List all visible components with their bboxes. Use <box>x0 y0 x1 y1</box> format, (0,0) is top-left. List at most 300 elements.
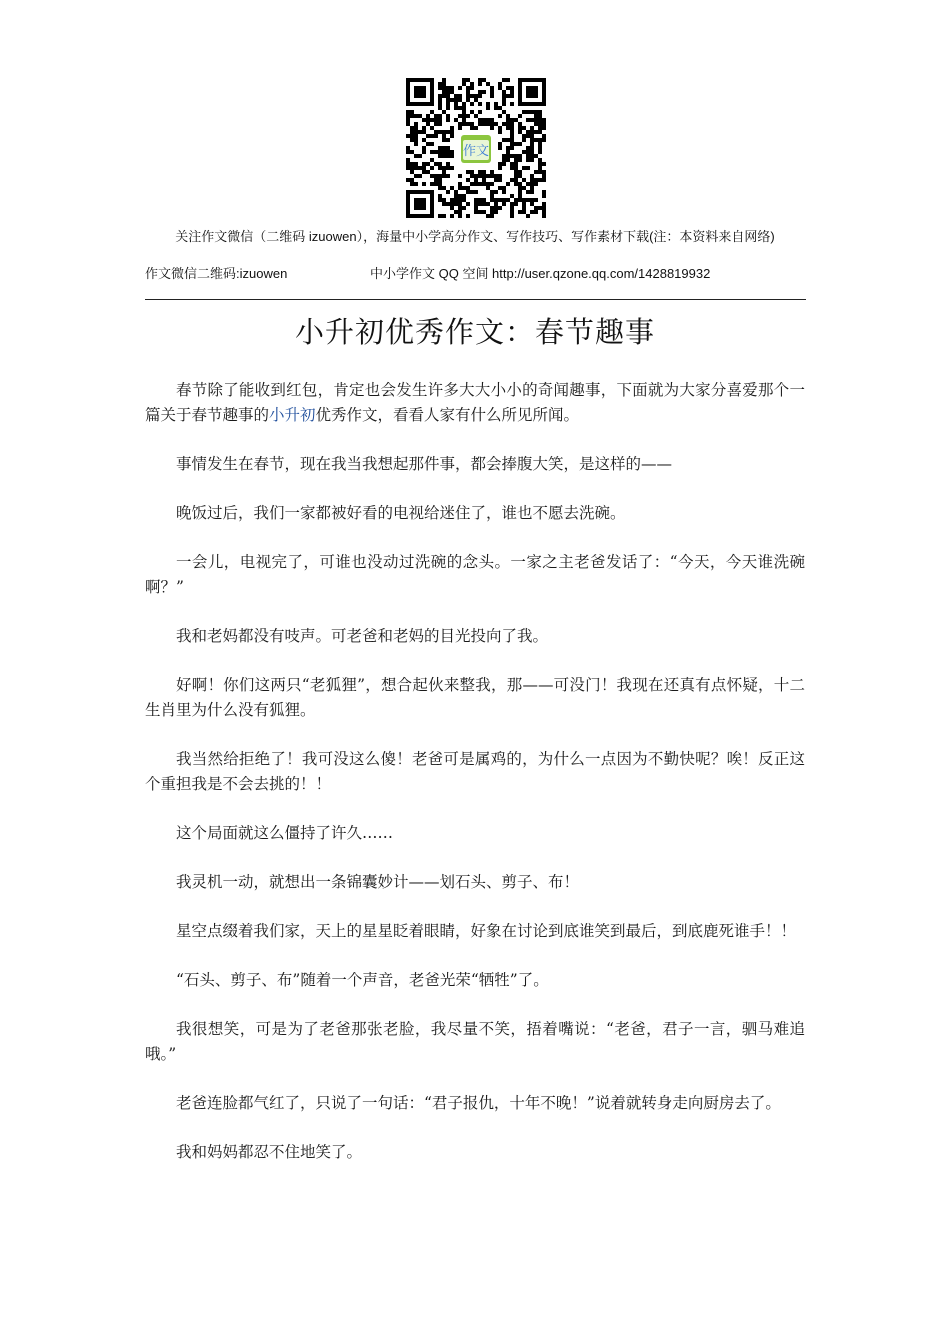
qr-module <box>446 90 450 94</box>
qr-module <box>454 190 458 194</box>
qr-module <box>450 186 454 190</box>
qr-module <box>538 138 542 142</box>
qr-module <box>530 146 534 150</box>
qr-module <box>430 158 434 162</box>
qr-module <box>490 210 494 214</box>
qr-module <box>502 162 506 166</box>
qr-module <box>426 118 430 122</box>
qr-module <box>474 190 478 194</box>
qr-module <box>442 134 446 138</box>
qr-module <box>490 94 494 98</box>
qr-module <box>482 198 486 202</box>
qr-module <box>442 150 446 154</box>
qr-module <box>506 126 510 130</box>
qr-module <box>522 186 526 190</box>
qr-module <box>466 78 470 82</box>
qr-module <box>466 94 470 98</box>
qr-module <box>502 98 506 102</box>
qr-module <box>510 202 514 206</box>
qr-module <box>538 162 542 166</box>
qr-module <box>478 174 482 178</box>
qr-module <box>438 186 442 190</box>
qr-module <box>430 134 434 138</box>
qr-module <box>538 142 542 146</box>
qr-module <box>482 90 486 94</box>
qr-module <box>438 106 442 110</box>
qr-module <box>458 86 462 90</box>
qr-module <box>446 130 450 134</box>
qr-module <box>414 174 418 178</box>
qr-module <box>438 146 442 150</box>
qr-module <box>510 194 514 198</box>
essay-paragraph: 一会儿，电视完了，可谁也没动过洗碗的念头。一家之主老爸发话了：“今天，今天谁洗碗啊？” <box>145 553 805 596</box>
qr-module <box>518 190 522 194</box>
qr-module <box>510 214 514 218</box>
qr-module <box>506 78 510 82</box>
qr-module <box>450 98 454 102</box>
qr-module <box>482 182 486 186</box>
qr-module <box>526 190 530 194</box>
qr-module <box>434 134 438 138</box>
qr-module <box>538 150 542 154</box>
qr-module <box>454 202 458 206</box>
qr-module <box>538 170 542 174</box>
xiaoshengchu-link[interactable]: 小升初 <box>269 406 316 424</box>
qr-module <box>542 126 546 130</box>
qr-module <box>474 210 478 214</box>
qr-module <box>446 166 450 170</box>
qr-module <box>446 202 450 206</box>
qr-module <box>542 174 546 178</box>
qr-module <box>478 90 482 94</box>
qr-module <box>458 106 462 110</box>
qr-finder-top-right <box>518 78 546 106</box>
qr-module <box>530 118 534 122</box>
qr-module <box>422 170 426 174</box>
qr-module <box>530 178 534 182</box>
header-divider <box>145 299 806 300</box>
qr-module <box>518 158 522 162</box>
qr-module <box>502 122 506 126</box>
qr-module <box>510 122 514 126</box>
qr-module <box>498 174 502 178</box>
qr-module <box>498 178 502 182</box>
qr-module <box>438 102 442 106</box>
qr-module <box>450 198 454 202</box>
qr-module <box>442 82 446 86</box>
header-contact-row <box>145 265 805 283</box>
qr-module <box>538 110 542 114</box>
qr-module <box>462 102 466 106</box>
qr-module <box>490 118 494 122</box>
qr-module <box>458 198 462 202</box>
qr-module <box>490 182 494 186</box>
qr-module <box>414 134 418 138</box>
qr-module <box>410 130 414 134</box>
qr-module <box>414 126 418 130</box>
qr-module <box>530 150 534 154</box>
qr-module <box>538 122 542 126</box>
qr-module <box>538 158 542 162</box>
qr-module <box>438 122 442 126</box>
qr-module <box>474 94 478 98</box>
qr-module <box>486 118 490 122</box>
qr-module <box>406 134 410 138</box>
qr-module <box>470 182 474 186</box>
qr-module <box>454 106 458 110</box>
qr-module <box>514 174 518 178</box>
qr-module <box>510 90 514 94</box>
qr-module <box>510 118 514 122</box>
essay-title: 小升初优秀作文：春节趣事 <box>294 315 655 349</box>
qr-module <box>446 94 450 98</box>
qr-module <box>494 210 498 214</box>
qr-module <box>518 122 522 126</box>
qr-module <box>530 138 534 142</box>
qr-module <box>514 118 518 122</box>
qr-module <box>494 122 498 126</box>
qr-module <box>426 122 430 126</box>
qr-module <box>458 214 462 218</box>
qr-module <box>434 118 438 122</box>
qr-finder-bottom-left <box>406 190 434 218</box>
qr-module <box>450 214 454 218</box>
qr-module <box>434 122 438 126</box>
qr-module <box>522 126 526 130</box>
qr-module <box>490 190 494 194</box>
qr-module <box>534 122 538 126</box>
qr-module <box>490 194 494 198</box>
qr-module <box>414 130 418 134</box>
qr-module <box>514 182 518 186</box>
essay-paragraph: 星空点缀着我们家，天上的星星眨着眼睛，好象在讨论到底谁笑到最后，到底鹿死谁手！！ <box>176 922 797 940</box>
qr-module <box>506 114 510 118</box>
qr-module <box>502 198 506 202</box>
qr-module <box>426 114 430 118</box>
qr-module <box>442 138 446 142</box>
essay-paragraph: 这个局面就这么僵持了许久…… <box>176 824 394 842</box>
qr-module <box>490 174 494 178</box>
qr-module <box>502 138 506 142</box>
qr-module <box>406 150 410 154</box>
qr-module <box>410 166 414 170</box>
qr-module <box>518 142 522 146</box>
qr-module <box>482 122 486 126</box>
qr-module <box>434 182 438 186</box>
qr-module <box>510 206 514 210</box>
qr-module <box>530 142 534 146</box>
qr-module <box>506 86 510 90</box>
qr-module <box>538 130 542 134</box>
qr-module <box>530 134 534 138</box>
qr-module <box>542 170 546 174</box>
qr-module <box>422 126 426 130</box>
qr-module <box>514 158 518 162</box>
qr-module <box>482 202 486 206</box>
qr-module <box>470 174 474 178</box>
qr-module <box>438 182 442 186</box>
qr-module <box>430 174 434 178</box>
qr-module <box>434 130 438 134</box>
intro-text-before: 春节除了能收到红包，肯定也会发生许多大大小小的奇闻趣事，下面就为大家分喜爱那个一篇关于春节趣事的 <box>145 381 805 424</box>
qr-module <box>438 82 442 86</box>
qr-module <box>414 142 418 146</box>
qr-module <box>542 162 546 166</box>
qr-module <box>482 174 486 178</box>
qr-module <box>418 130 422 134</box>
qr-module <box>542 118 546 122</box>
qr-module <box>446 146 450 150</box>
qr-module <box>498 186 502 190</box>
qr-module <box>474 178 478 182</box>
qr-module <box>510 166 514 170</box>
qr-module <box>494 178 498 182</box>
qr-module <box>406 162 410 166</box>
qr-module <box>518 174 522 178</box>
qr-module <box>438 114 442 118</box>
qr-module <box>410 162 414 166</box>
qr-module <box>502 94 506 98</box>
qr-module <box>518 154 522 158</box>
qr-module <box>506 150 510 154</box>
qr-module <box>434 114 438 118</box>
qr-module <box>522 150 526 154</box>
qr-module <box>474 198 478 202</box>
qr-module <box>446 118 450 122</box>
qr-module <box>530 198 534 202</box>
qr-module <box>502 102 506 106</box>
qr-module <box>454 198 458 202</box>
intro-text-after: 优秀作文，看看人家有什么所见所闻。 <box>315 406 580 424</box>
qr-module <box>518 210 522 214</box>
qr-module <box>502 90 506 94</box>
essay-paragraph: 老爸连脸都气红了，只说了一句话：“君子报仇，十年不晚！”说着就转身走向厨房去了。 <box>176 1094 781 1112</box>
essay-paragraph: 晚饭过后，我们一家都被好看的电视给迷住了，谁也不愿去洗碗。 <box>176 504 626 522</box>
qr-module <box>406 146 410 150</box>
qr-module <box>522 138 526 142</box>
qr-module <box>470 122 474 126</box>
qr-module <box>414 122 418 126</box>
qr-module <box>510 138 514 142</box>
qr-module <box>470 170 474 174</box>
qr-module <box>422 150 426 154</box>
qr-module <box>514 178 518 182</box>
qr-module <box>458 122 462 126</box>
qr-module <box>414 166 418 170</box>
qr-module <box>414 114 418 118</box>
qr-module <box>462 106 466 110</box>
qr-module <box>518 186 522 190</box>
qr-module <box>526 134 530 138</box>
qr-module <box>422 118 426 122</box>
qr-module <box>450 130 454 134</box>
qr-module <box>458 202 462 206</box>
qr-module <box>530 182 534 186</box>
qr-module <box>502 78 506 82</box>
qr-module <box>450 134 454 138</box>
qr-module <box>434 162 438 166</box>
qr-module <box>542 210 546 214</box>
qr-module <box>478 210 482 214</box>
qr-module <box>482 210 486 214</box>
qr-module <box>474 98 478 102</box>
qr-module <box>414 154 418 158</box>
qr-module <box>450 86 454 90</box>
qr-module <box>458 186 462 190</box>
qr-module <box>426 170 430 174</box>
qr-module <box>458 98 462 102</box>
qr-module <box>518 130 522 134</box>
qr-module <box>430 110 434 114</box>
qr-module <box>458 94 462 98</box>
qr-module <box>494 102 498 106</box>
qr-module <box>410 178 414 182</box>
qr-module <box>438 154 442 158</box>
qr-module <box>470 190 474 194</box>
qr-module <box>494 190 498 194</box>
qr-module <box>458 174 462 178</box>
qr-module <box>490 122 494 126</box>
qr-module <box>534 114 538 118</box>
qr-module <box>438 118 442 122</box>
qr-module <box>530 130 534 134</box>
qr-module <box>510 102 514 106</box>
qr-module <box>466 86 470 90</box>
qr-module <box>446 98 450 102</box>
qr-module <box>442 146 446 150</box>
qr-module <box>506 182 510 186</box>
qr-module <box>522 166 526 170</box>
qr-module <box>450 90 454 94</box>
qr-module <box>434 174 438 178</box>
qr-module <box>414 138 418 142</box>
qr-module <box>410 134 414 138</box>
qr-module <box>478 102 482 106</box>
qr-module <box>470 126 474 130</box>
qr-module <box>514 142 518 146</box>
qr-module <box>506 138 510 142</box>
qr-module <box>438 150 442 154</box>
qr-module <box>466 186 470 190</box>
qr-module <box>490 90 494 94</box>
qr-module <box>422 138 426 142</box>
qr-module <box>534 210 538 214</box>
qr-module <box>526 110 530 114</box>
qr-module <box>482 178 486 182</box>
qr-module <box>430 182 434 186</box>
qr-module <box>442 170 446 174</box>
qr-module <box>442 90 446 94</box>
qr-module <box>406 122 410 126</box>
qr-module <box>466 178 470 182</box>
qr-module <box>406 110 410 114</box>
qr-module <box>462 122 466 126</box>
qr-module <box>526 198 530 202</box>
qr-module <box>486 174 490 178</box>
qr-module <box>446 162 450 166</box>
qr-module <box>414 162 418 166</box>
qr-module <box>486 106 490 110</box>
qr-module <box>450 206 454 210</box>
qr-module <box>514 154 518 158</box>
qr-module <box>530 126 534 130</box>
qr-module <box>502 154 506 158</box>
qr-module <box>542 134 546 138</box>
qr-module <box>454 102 458 106</box>
qr-module <box>410 170 414 174</box>
qr-module <box>510 162 514 166</box>
qr-module <box>542 214 546 218</box>
qr-module <box>482 170 486 174</box>
qr-module <box>498 130 502 134</box>
qr-module <box>438 166 442 170</box>
qr-module <box>478 82 482 86</box>
qr-module <box>498 86 502 90</box>
qr-module <box>462 198 466 202</box>
qr-module <box>422 130 426 134</box>
qr-module <box>462 110 466 114</box>
qr-module <box>502 190 506 194</box>
qr-module <box>542 122 546 126</box>
qr-module <box>470 102 474 106</box>
qr-module <box>526 214 530 218</box>
qr-module <box>470 82 474 86</box>
qr-module <box>442 78 446 82</box>
qr-module <box>506 158 510 162</box>
qr-module <box>474 126 478 130</box>
qr-module <box>434 178 438 182</box>
qr-module <box>498 106 502 110</box>
qr-module <box>494 198 498 202</box>
qr-module <box>498 126 502 130</box>
qr-module <box>474 206 478 210</box>
qr-module <box>518 198 522 202</box>
qr-module <box>426 162 430 166</box>
essay-paragraph: 好啊！你们这两只“老狐狸”，想合起伙来整我，那——可没门！我现在还真有点怀疑，十二生肖里为什么没有狐狸。 <box>145 676 805 719</box>
qr-module <box>454 194 458 198</box>
qr-module <box>530 158 534 162</box>
qr-module <box>510 94 514 98</box>
qr-module <box>426 142 430 146</box>
qr-module <box>482 78 486 82</box>
qr-module <box>530 190 534 194</box>
qr-module <box>430 142 434 146</box>
qr-module <box>466 214 470 218</box>
qr-module <box>494 174 498 178</box>
qr-module <box>462 206 466 210</box>
qr-module <box>490 214 494 218</box>
qr-module <box>510 146 514 150</box>
essay-paragraph: 我当然给拒绝了！我可没这么傻！老爸可是属鸡的，为什么一点因为不勤快呢？唉！反正这个重担我是不会去挑的！！ <box>145 750 805 793</box>
qr-module <box>526 146 530 150</box>
qr-module <box>438 174 442 178</box>
qr-module <box>462 118 466 122</box>
qr-module <box>478 94 482 98</box>
qr-module <box>510 178 514 182</box>
qr-module <box>446 150 450 154</box>
qr-module <box>406 166 410 170</box>
qr-module <box>502 202 506 206</box>
qr-module <box>438 214 442 218</box>
qr-module <box>502 158 506 162</box>
qr-module <box>534 130 538 134</box>
qr-module <box>466 202 470 206</box>
qr-module <box>466 98 470 102</box>
essay-paragraph: 我和妈妈都忍不住地笑了。 <box>176 1143 363 1161</box>
qr-module <box>474 182 478 186</box>
qr-module <box>410 138 414 142</box>
qr-module <box>410 110 414 114</box>
